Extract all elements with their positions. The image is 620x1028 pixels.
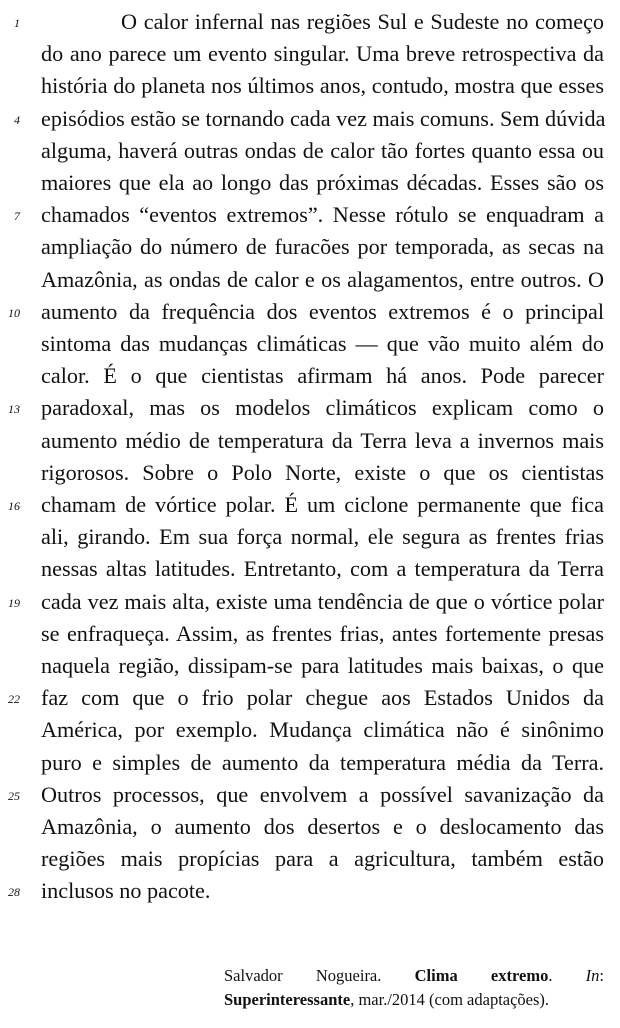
text-line: paradoxal, mas os modelos climáticos explicam como o — [41, 395, 604, 421]
citation-in-label: In — [585, 966, 600, 985]
text-line: regiões mais propícias para a agricultura, também estão — [41, 846, 604, 872]
line-number: 1 — [14, 16, 20, 30]
text-line: maiores que ela ao longo das próximas décadas. Esses são os — [41, 170, 604, 195]
line-number: 4 — [14, 112, 20, 127]
text-line: cada vez mais alta, existe uma tendência de que o vórtice polar — [41, 588, 604, 614]
line-number: 16 — [8, 499, 20, 513]
text-line: do ano parece um evento singular. Uma breve retrospectiva da — [41, 41, 604, 67]
text-line: Amazônia, as ondas de calor e os alagamentos, entre outros. O — [41, 266, 604, 292]
text-line: puro e simples de aumento da temperatura média da Terra. — [41, 749, 604, 775]
citation-title: Clima extremo — [414, 966, 549, 985]
citation-author: Salvador Nogueira. — [224, 966, 382, 985]
text-line: faz com que o frio polar chegue aos Estados Unidos da — [41, 685, 604, 711]
text-line: aumento da frequência dos eventos extremos é o principal — [41, 298, 604, 324]
text-line: história do planeta nos últimos anos, contudo, mostra que esses — [41, 73, 604, 99]
text-line: nessas altas latitudes. Entretanto, com a temperatura da Terra — [41, 556, 604, 582]
text-line: sintoma das mudanças climáticas — que vão muito além do — [41, 331, 604, 356]
text-line: aumento médio de temperatura da Terra leva a invernos mais — [41, 427, 604, 453]
citation-line-1: Salvador Nogueira. Clima extremo. In: — [224, 966, 605, 985]
text-line: rigorosos. Sobre o Polo Norte, existe o que os cientistas — [41, 459, 604, 485]
text-line: inclusos no pacote. — [41, 878, 211, 904]
text-line: calor. É o que cientistas afirmam há anos. Pode parecer — [41, 363, 604, 389]
text-line: Outros processos, que envolvem a possível savanização da — [41, 781, 604, 807]
line-number: 22 — [8, 692, 20, 707]
text-line: ampliação do número de furacões por temporada, as secas na — [41, 234, 604, 260]
text-line: ali, girando. Em sua força normal, ele segura as frentes frias — [41, 524, 604, 550]
line-number: 28 — [8, 885, 20, 900]
text-line: América, por exemplo. Mudança climática não é sinônimo — [41, 717, 604, 743]
line-number: 25 — [8, 788, 20, 803]
line-number: 19 — [8, 595, 20, 610]
citation-line-2 — [224, 989, 604, 1011]
text-line: alguma, haverá outras ondas de calor tão fortes quanto essa ou — [41, 137, 604, 163]
line-number: 13 — [8, 402, 20, 417]
text-line: Amazônia, o aumento dos desertos e o deslocamento das — [41, 814, 604, 839]
text-line: O calor infernal nas regiões Sul e Sudeste no começo — [121, 9, 604, 34]
citation-date: , mar./2014 (com adaptações). — [350, 990, 550, 1009]
text-line: chamam de vórtice polar. É um ciclone permanente que fica — [41, 492, 604, 517]
citation-magazine: Superinteressante — [224, 990, 351, 1009]
text-line: se enfraqueça. Assim, as frentes frias, antes fortemente presas — [41, 620, 604, 646]
line-number: 10 — [8, 305, 20, 320]
text-line: episódios estão se tornando cada vez mais comuns. Sem dúvida — [41, 105, 606, 131]
line-number: 7 — [14, 209, 20, 224]
text-line: chamados “eventos extremos”. Nesse rótulo se enquadram a — [41, 202, 604, 228]
text-line: naquela região, dissipam-se para latitudes mais baixas, o que — [41, 653, 604, 678]
